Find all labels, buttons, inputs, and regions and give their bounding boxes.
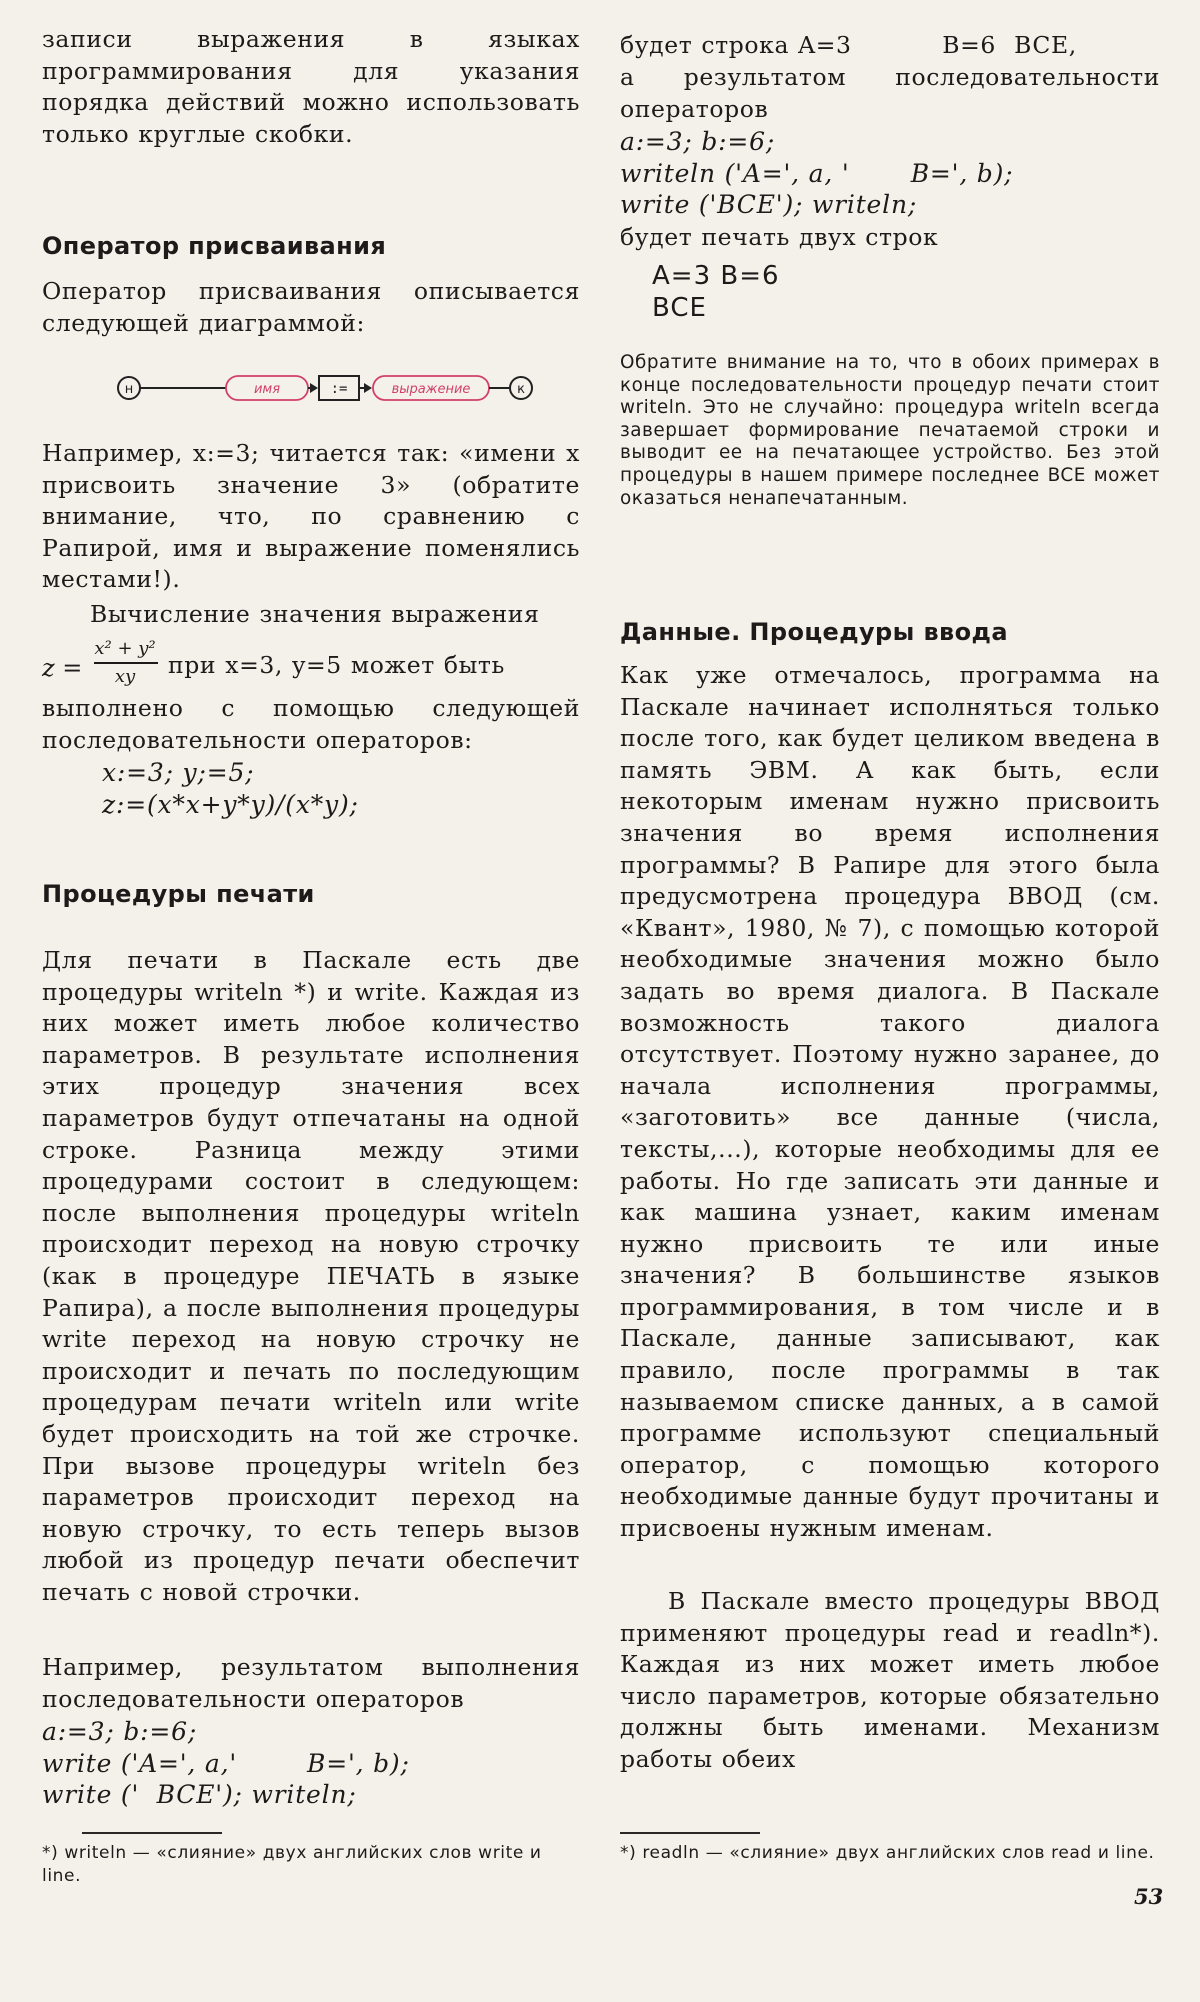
code-line: a:=3; b:=6; [42, 1717, 198, 1746]
result-paragraph: Например, результатом выполнения последовательности операторов [42, 1653, 580, 1713]
calc-paragraph-end: выполнено с помощью следующей последовательности операторов: [42, 694, 580, 754]
code-block-1 [42, 757, 359, 820]
code-line: z:=(x*x+y*y)/(x*y); [102, 789, 359, 819]
diagram-start-node [118, 377, 140, 399]
note-paragraph: Обратите внимание на то, что в обоих примерах в конце последовательности процедур печати стоит writeln. Это не случайно: процедура writeln всегда завершает формирование печатаемой строки и выводит ее на печатающее устройство. Без этой процедуры в нашем примере последнее BCE может оказаться ненапечатанным. [620, 352, 1160, 509]
footnote-right: *) readln — «слияние» двух английских слов read и line. [620, 1843, 1155, 1863]
diagram-assign-box [319, 376, 359, 400]
output-line: A=3 B=6 [652, 261, 780, 291]
fraction-bar [94, 662, 158, 664]
heading-assignment-operator: Оператор присваивания [42, 232, 387, 260]
printed-output [620, 260, 780, 324]
formula-denominator: xy [114, 666, 136, 687]
page-number: 53 [1134, 1884, 1164, 1909]
diagram-name-box [226, 376, 308, 400]
diagram-end-node [510, 377, 532, 399]
code-block-2 [42, 1716, 410, 1811]
footnote-rule [82, 1832, 222, 1834]
diagram-name-label: имя [253, 382, 281, 397]
diagram-expression-label: выражение [391, 382, 471, 397]
code-line: x:=3; y;=5; [102, 758, 255, 787]
intro-paragraph: записи выражения в языках программирования для указания порядка действий можно использовать только круглые скобки. [42, 25, 580, 148]
formula-rest: при x=3, y=5 может быть [168, 651, 505, 679]
diagram-end-label: к [517, 382, 525, 397]
code-line: a:=3; b:=6; [620, 127, 776, 156]
formula-numerator: x² + y² [94, 638, 156, 659]
footnote-left: *) writeln — «слияние» двух английских слов write и line. [42, 1843, 542, 1886]
code-block-3 [620, 126, 1013, 221]
heading-data-input: Данные. Процедуры ввода [620, 618, 1008, 646]
arrow-icon [310, 383, 318, 393]
code-line: write ('BCE'); writeln; [620, 190, 918, 220]
diagram-start-label: н [124, 382, 134, 397]
data-paragraph: Как уже отмечалось, программа на Паскале начинает исполняться только после того, как будет целиком введена в память ЭВМ. А как быть, если некоторым именам нужно присвоить значения во время исполнения программы? В Рапире для этого была предусмотрена процедура ВВОД (см. «Квант», 1980, № 7), с помощью которой необходимые значения можно было задать во время диалога. В Паскале возможность такого диалога отсутствует. Поэтому нужно заранее, до начала исполнения программы, «заготовить» все данные (числа, тексты,...), которые необходимы для ее работы. Но где записать эти данные и как машина узнает, каким именам нужно присвоить те или иные значения? В большинстве языков программирования, в том числе и в Паскале, данные записывают, как правило, после программы в так называемом списке данных, а в самой программе используют специальный оператор, с помощью которого необходимые данные будут прочитаны и присвоены нужным именам. [620, 661, 1160, 1543]
syntax-diagram [112, 368, 552, 408]
diagram-assign-label: := [330, 381, 348, 397]
arrow-icon [364, 383, 372, 393]
code-line: writeln ('A=', a, ' B=', b); [620, 158, 1014, 188]
assignment-description: Оператор присваивания описывается следующей диаграммой: [42, 277, 580, 337]
sequence-paragraph: а результатом последовательности операторов [620, 63, 1160, 123]
read-paragraph: В Паскале вместо процедуры ВВОД применяют процедуры read и readln*). Каждая из них может иметь любое число параметров, которые обязательно должны быть именами. Механизм работы обеих [620, 1587, 1160, 1773]
two-lines-paragraph: будет печать двух строк [620, 223, 939, 251]
diagram-expression-box [373, 376, 489, 400]
code-line: write ('A=', a,' B=', b); [42, 1748, 410, 1778]
example-paragraph: Например, x:=3; читается так: «имени x присвоить значение 3» (обратите внимание, что, по сравнению с Рапирой, имя и выражение поменялись местами!). [42, 439, 580, 594]
heading-print-procedures: Процедуры печати [42, 880, 315, 908]
formula-line [42, 636, 580, 692]
calc-paragraph: Вычисление значения выражения [90, 600, 540, 628]
formula-lhs: z = [42, 654, 83, 682]
print-paragraph: Для печати в Паскале есть две процедуры writeln *) и write. Каждая из них может иметь любое количество параметров. В результате исполнения этих процедур значения всех параметров будут отпечатаны на одной строке. Разница между этими процедурами состоит в следующем: после выполнения процедуры writeln происходит переход на новую строчку (как в процедуре ПЕЧАТЬ в языке Рапира), а после выполнения процедуры write переход на новую строчку не происходит и печать по последующим процедурам печати writeln или write будет происходить на той же строчке. При вызове процедуры writeln без параметров происходит переход на новую строчку, то есть теперь вызов любой из процедур печати обеспечит печать с новой строчки. [42, 946, 580, 1606]
code-line: write (' BCE'); writeln; [42, 1780, 357, 1810]
output-line-paragraph: будет строка A=3 B=6 BCE, [620, 31, 1077, 59]
output-line: BCE [652, 293, 707, 323]
footnote-rule [620, 1832, 760, 1834]
